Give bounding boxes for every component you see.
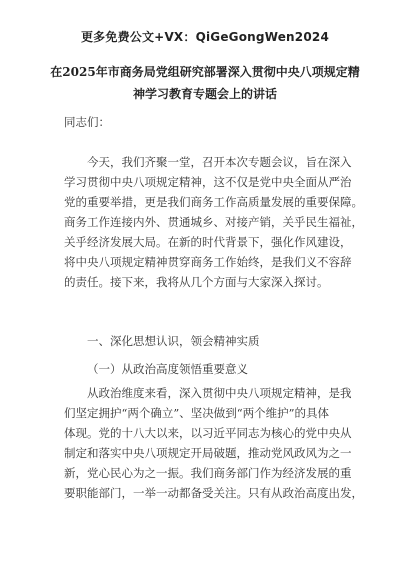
paragraph-line: 新，党心民心为之一振。我们商务部门作为经济发展的重 xyxy=(64,466,352,480)
paragraph-line: 党的重要举措，更是我们商务工作高质量发展的重要保障。 xyxy=(64,195,363,209)
page-header: 更多免费公文+VX：QiGeGongWen2024 xyxy=(80,30,329,44)
section-heading-text: 一、深化思想认识，领会精神实质 xyxy=(87,334,260,348)
paragraph-line: 体现。党的十八大以来，以习近平同志为核心的党中央从 xyxy=(64,426,352,440)
subsection-heading-text: （一）从政治高度领悟重要意义 xyxy=(87,362,248,376)
title-line-1: 在2025年市商务局党组研究部署深入贯彻中央八项规定精 xyxy=(50,65,360,79)
document-title xyxy=(30,61,380,105)
paragraph-line: 制定和落实中央八项规定开局破题，推动党风政风为之一 xyxy=(64,446,352,460)
paragraph-line: 们坚定拥护“两个确立”、坚决做到“两个维护”的具体 xyxy=(64,406,330,420)
paragraph-line: 从政治维度来看，深入贯彻中央八项规定精神，是我 xyxy=(87,386,352,400)
paragraph-political xyxy=(64,383,363,503)
paragraph-line: 要职能部门，一举一动都备受关注。只有从政治高度出发， xyxy=(64,486,363,500)
paragraph-line: 将中央八项规定精神贯穿商务工作始终，是我们义不容辞 xyxy=(64,255,352,269)
section-heading-1 xyxy=(64,331,350,351)
paragraph-line: 关乎经济发展大局。在新的时代背景下，强化作风建设， xyxy=(64,235,352,249)
paragraph-line: 学习贯彻中央八项规定精神，这不仅是党中央全面从严治 xyxy=(64,175,352,189)
paragraph-line: 商务工作连接内外、贯通城乡、对接产销，关乎民生福祉， xyxy=(64,215,363,229)
paragraph-line: 今天，我们齐聚一堂，召开本次专题会议，旨在深入 xyxy=(87,155,352,169)
paragraph-line: 的责任。接下来，我将从几个方面与大家深入探讨。 xyxy=(64,275,329,289)
paragraph-intro xyxy=(64,152,363,292)
title-line-2: 神学习教育专题会上的讲话 xyxy=(132,87,277,101)
subsection-heading-1 xyxy=(64,359,350,379)
salutation: 同志们： xyxy=(64,115,110,129)
